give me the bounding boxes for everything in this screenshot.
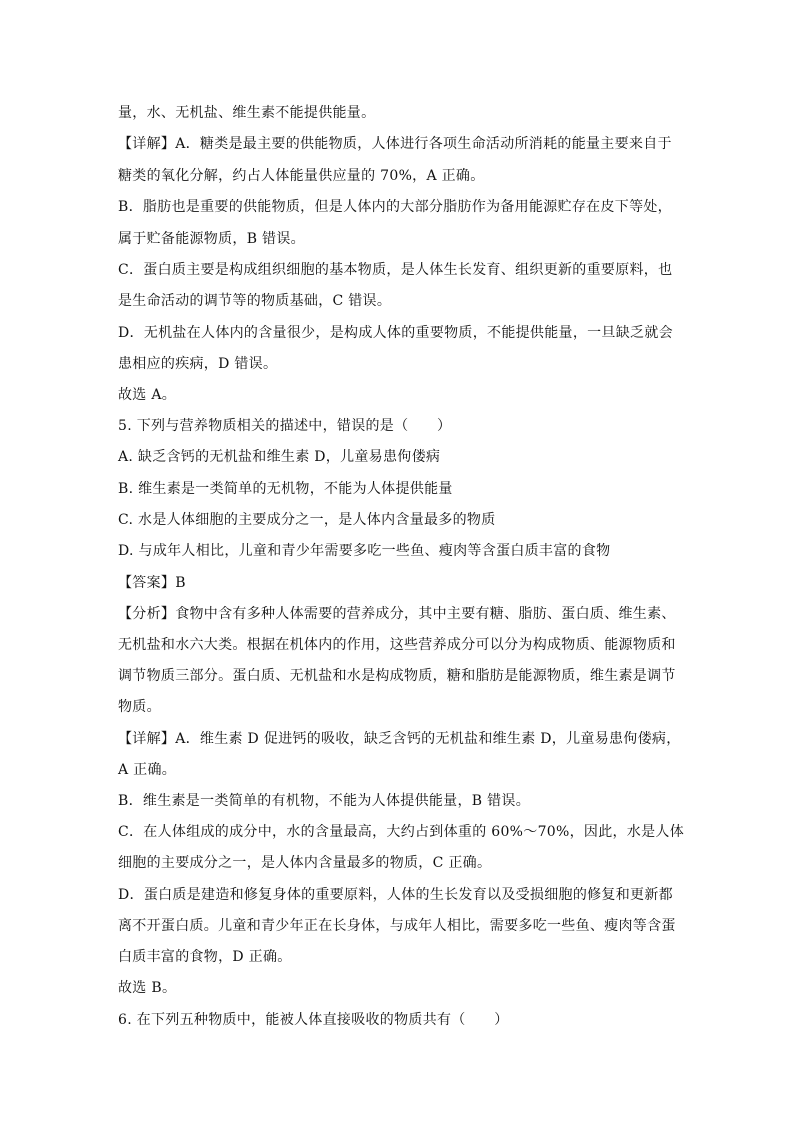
answer-line: 【答案】B: [118, 575, 186, 591]
text-line: A 正确。: [118, 762, 177, 778]
text-line: 故选 A。: [118, 387, 177, 403]
text-line: D．蛋白质是建造和修复身体的重要原料，人体的生长发育以及受损细胞的修复和更新都: [118, 887, 673, 903]
option-a: A. 缺乏含钙的无机盐和维生素 D，儿童易患佝偻病: [118, 449, 441, 465]
text-line: 属于贮备能源物质，B 错误。: [118, 231, 305, 247]
question-stem: 5. 下列与营养物质相关的描述中，错误的是（ ）: [118, 418, 452, 434]
text-line: 白质丰富的食物，D 正确。: [118, 949, 292, 965]
text-line: 物质。: [118, 699, 161, 715]
text-line: B．维生素是一类简单的有机物，不能为人体提供能量，B 错误。: [118, 793, 531, 809]
text-line: 无机盐和水六大类。根据在机体内的作用，这些营养成分可以分为构成物质、能源物质和: [118, 637, 676, 653]
text-line: 离不开蛋白质。儿童和青少年正在长身体，与成年人相比，需要多吃一些鱼、瘦肉等含蛋: [118, 918, 676, 934]
text-line: 【详解】A．糖类是最主要的供能物质，人体进行各项生命活动所消耗的能量主要来自于: [118, 136, 672, 152]
option-d: D. 与成年人相比，儿童和青少年需要多吃一些鱼、瘦肉等含蛋白质丰富的食物: [118, 543, 611, 559]
text-line: C．蛋白质主要是构成组织细胞的基本物质，是人体生长发育、组织更新的重要原料，也: [118, 262, 673, 278]
text-line: 【分析】食物中含有多种人体需要的营养成分，其中主要有糖、脂肪、蛋白质、维生素、: [118, 606, 676, 622]
text-line: 量，水、无机盐、维生素不能提供能量。: [118, 105, 376, 121]
text-line: D．无机盐在人体内的含量很少，是构成人体的重要物质，不能提供能量，一旦缺乏就会: [118, 325, 673, 341]
option-c: C. 水是人体细胞的主要成分之一，是人体内含量最多的物质: [118, 512, 496, 528]
question-stem: 6. 在下列五种物质中，能被人体直接吸收的物质共有（ ）: [118, 1012, 509, 1028]
text-line: C．在人体组成的成分中，水的含量最高，大约占到体重的 60%～70%，因此，水是人体: [118, 824, 684, 840]
text-line: 调节物质三部分。蛋白质、无机盐和水是构成物质，糖和脂肪是能源物质，维生素是调节: [118, 668, 676, 684]
text-line: 患相应的疾病，D 错误。: [118, 356, 278, 372]
text-line: 故选 B。: [118, 980, 177, 996]
option-b: B. 维生素是一类简单的无机物，不能为人体提供能量: [118, 481, 453, 497]
text-line: 细胞的主要成分之一，是人体内含量最多的物质，C 正确。: [118, 855, 492, 871]
text-line: 糖类的氧化分解，约占人体能量供应量的 70%，A 正确。: [118, 168, 485, 184]
text-line: 是生命活动的调节等的物质基础，C 错误。: [118, 293, 392, 309]
text-line: 【详解】A．维生素 D 促进钙的吸收，缺乏含钙的无机盐和维生素 D，儿童易患佝偻病，: [118, 731, 681, 747]
text-line: B．脂肪也是重要的供能物质，但是人体内的大部分脂肪作为备用能源贮存在皮下等处，: [118, 199, 672, 215]
